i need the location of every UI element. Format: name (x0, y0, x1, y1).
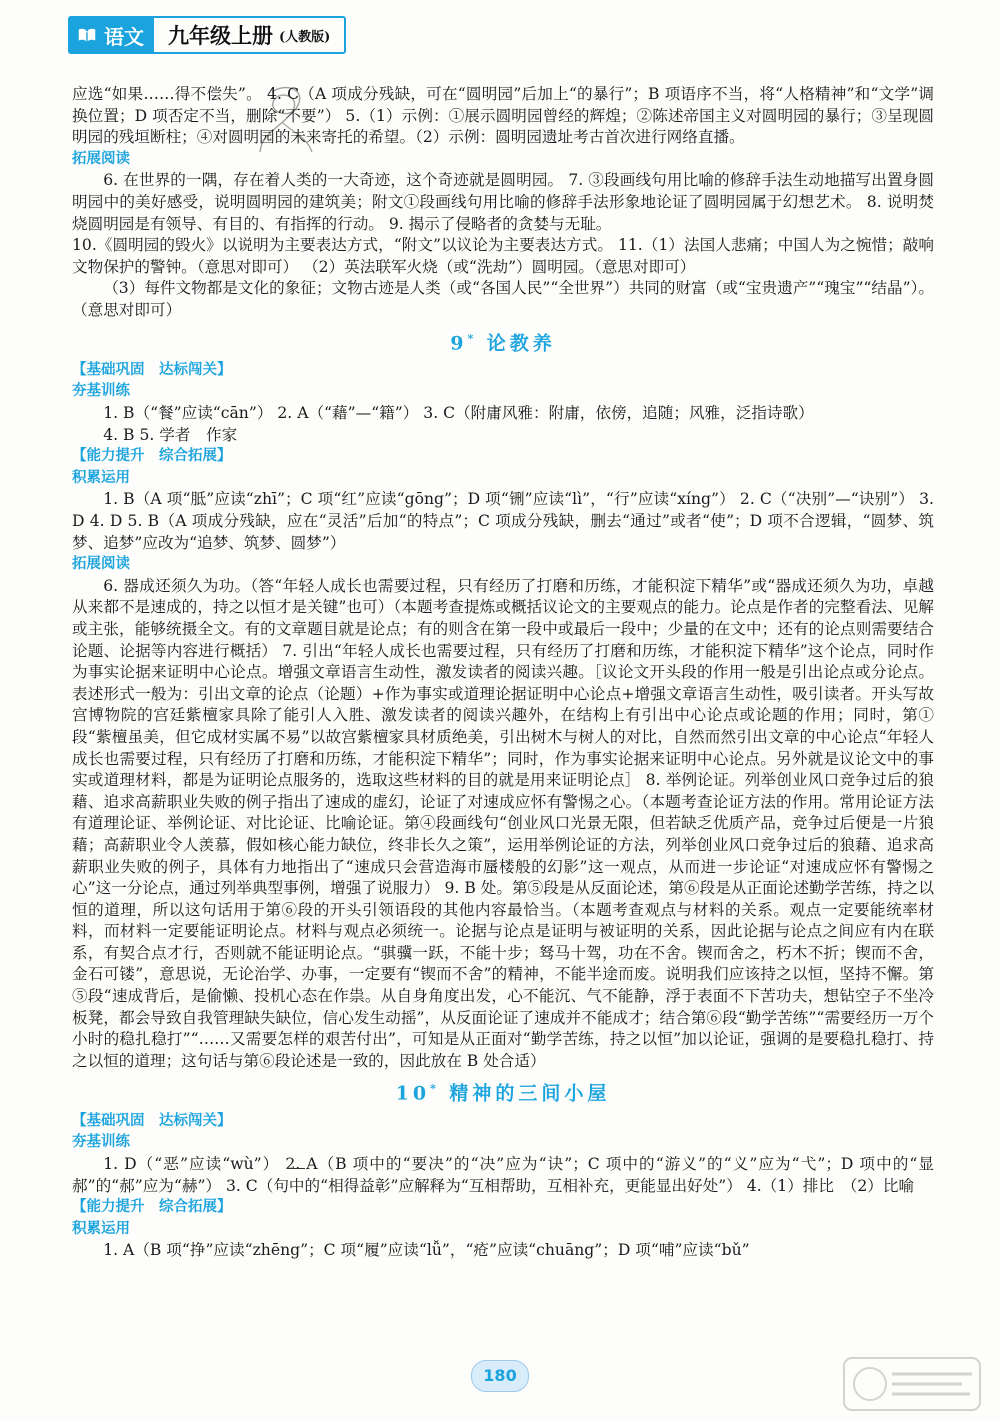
section-tag: 夯基训练 (72, 1134, 130, 1151)
lesson-title: 9* 论教养 (450, 331, 556, 354)
page-number: 180 (471, 1360, 529, 1392)
answer-paragraph: 4. B 5. 学者 作家 (103, 425, 238, 444)
lesson-name: 精神的三间小屋 (435, 1082, 611, 1105)
book-header (68, 16, 346, 54)
answer-paragraph: 应选“如果……得不偿失”。 4. C（A 项成分残缺，可在“圆明园”后加上“的暴行”；B 项语序不当，将“人格精神”和“文学”调换位置；D 项否定不当，删除“不要”） 5.（1）示例：①展示圆明园曾经的辉煌；②陈述帝国主义对圆明园的暴行；③呈现圆明园的残垣断柱；④对圆明园的未来寄托的希望。（2）示例：圆明园遗址考古首次进行网络直播。 (72, 85, 934, 147)
section-tag: 积累运用 (72, 469, 130, 486)
section-tag: 【基础巩固 达标闯关】 (72, 1112, 232, 1129)
answer-paragraph: （3）每件文物都是文化的象征；文物古迹是人类（或“各国人民”“全世界”）共同的财富（或“宝贵遗产”“瑰宝”“结晶”）。（意思对即可） (72, 279, 934, 319)
section-tag: 拓展阅读 (72, 556, 130, 573)
subject-label: 语文 (104, 24, 144, 49)
section-tag: 拓展阅读 (72, 150, 130, 167)
answer-content (72, 84, 934, 1262)
answer-paragraph: 1. B（“餐”应读“cān”） 2. A（“藉”—“籍”） 3. C（附庸风雅：附庸，依傍，追随；风雅，泛指诗歌） (103, 404, 814, 423)
section-tag: 夯基训练 (72, 383, 130, 400)
answer-paragraph: 1. B（A 项“胝”应读“zhī”；C 项“红”应读“gōng”；D 项“铏”应读“lì”，“行”应读“xíng”） 2. C（“决别”—“诀别”） 3. D 4. D 5. B（A 项成分残缺，应在“灵活”后加“的特点”；C 项成分残缺，删去“通过”或者“使”；D 项不合逻辑，“圆梦、筑梦、追梦”应改为“追梦、筑梦、圆梦”） (72, 490, 934, 552)
subject-badge (68, 16, 154, 54)
section-tag: 【能力提升 综合拓展】 (72, 1199, 232, 1216)
answer-paragraph: 1. A（B 项“挣”应读“zhēng”；C 项“履”应读“lǚ”，“疮”应读“chuāng”；D 项“哺”应读“bǔ” (103, 1241, 750, 1260)
lesson-name: 论教养 (473, 331, 556, 354)
answer-paragraph: 1. D（“恶”应读“wù”） 2. A（B 项中的“要决”的“决”应为“诀”；C 项中的“游义”的“义”应为“弋”；D 项中的“显郝”的“郝”应为“赫”） 3. C（句中的“相得益彰”应解释为“互相帮助，互相补充，更能显出好处”） 4.（1）排比 （2）比喻 (72, 1154, 934, 1195)
lesson-number: 9 (450, 331, 468, 354)
answer-paragraph: 6. 器成还须久为功。（答“年轻人成长也需要过程，只有经历了打磨和历练，才能积淀下精华”或“器成还须久为功，卓越从来都不是速成的，持之以恒才是关键”也可）（本题考查提炼或概括议论文的主要观点的能力。论点是作者的完整看法、见解或主张，能够统摄全文。有的文章题目就是论点；有的则含在第一段中或最后一段中；少量的在文中；还有的论点则需要结合论题、论据等内容进行概括） 7. 引出“年轻人成长也需要过程，只有经历了打磨和历练，才能积淀下精华”这个论点，同时作为事实论据来证明中心论点。增强文章语言生动性，激发读者的阅读兴趣。［议论文开头段的作用一般是引出论点或分论点。表述形式一般为：引出文章的论点（论题）+作为事实或道理论据证明中心论点+增强文章语言生动性，吸引读者。开头写故宫博物院的宫廷紫檀家具除了能引人入胜、激发读者的阅读兴趣外，在结构上有引出中心论点或论题的作用；同时，第①段“紫檀虽美，但它成材实属不易”以故宫紫檀家具材质绝美，引出树木与树人的对比，自然而然引出文章的中心论点“年轻人成长也需要过程，只有经历了打磨和历练，才能积淀下精华”；同时，作为事实论据来证明中心论点。另外就是议论文中的事实或道理材料，都是为证明论点服务的，选取这些材料的目的就是用来证明论点］ 8. 举例论证。列举创业风口竞争过后的狼藉、追求高薪职业失败的例子指出了速成的虚幻，论证了对速成应怀有警惕之心。（本题考查论证方法的作用。常用论证方法有道理论证、举例论证、对比论证、比喻论证。第④段画线句“创业风口光景无限，但若缺乏优质产品，竞争过后便是一片狼藉；高薪职业令人羡慕，假如核心能力缺位，终非长久之策”，运用举例论证的方法，列举创业风口竞争过后的狼藉、追求高薪职业失败的例子，具体有力地指出了“速成只会营造海市蜃楼般的幻影”这一观点，从而进一步论证“对速成应怀有警惕之心”这一分论点，通过列举典型事例，增强了说服力） 9. B 处。第⑤段是从反面论述，第⑥段是从正面论述勤学苦练，持之以恒的道理，所以这句话用于第⑥段的开头引领语段的其他内容最恰当。（本题考查观点与材料的关系。观点一定要能统率材料，而材料一定要能证明论点。材料与观点必须统一。论据与论点是证明与被证明的关系，因此论据与论点之间应有内在联系，有契合点才行，否则就不能证明论点。“骐骥一跃，不能十步；驽马十驾，功在不舍。锲而舍之，朽木不折；锲而不舍，金石可镂”，意思说，无论治学、办事，一定要有“锲而不舍”的精神，不能半途而废。说明我们应该持之以恒，坚持不懈。第⑤段“速成背后，是偷懒、投机心态在作祟。从自身角度出发，心不能沉、气不能静，浮于表面不下苦功夫，想钻空子不坐冷板凳，都会导致自我管理缺失缺位，信心发生动摇”，从反面论证了速成并不能成才；结合第⑥段“勤学苦练”“需要经历一万个小时的稳扎稳打”“……又需要怎样的艰苦付出”，可知是从正面对“勤学苦练，持之以恒”加以论证，强调的是要稳扎稳打、持之以恒的道理；这句话与第⑥段论述是一致的，因此放在 B 处合适） (72, 576, 934, 1070)
edition-label: (人教版) (279, 29, 331, 45)
watermark-logo (842, 1356, 982, 1412)
section-tag: 积累运用 (72, 1220, 130, 1237)
section-lesson9 (72, 324, 934, 1073)
answer-paragraph: 10.《圆明园的毁火》以说明为主要表达方式，“附文”以议论为主要表达方式。 11.（1）法国人悲痛；中国人为之惋惜；敲响文物保护的警钟。（意思对即可） （2）英法联军火烧（或“洗劫”）圆明园。（意思对即可） (72, 236, 934, 276)
lesson-title: 10* 精神的三间小屋 (395, 1082, 611, 1105)
answer-paragraph: 6. 在世界的一隅，存在着人类的一大奇迹，这个奇迹就是圆明园。 7. ③段画线句用比喻的修辞手法生动地描写出置身圆明园中的美好感受，说明圆明园的建筑美；附文①段画线句用比喻的修辞手法形象地论证了圆明园属于幻想艺术。 8. 说明焚烧圆明园是有领导、有目的、有指挥的行动。 9. 揭示了侵略者的贪婪与无耻。 (72, 171, 934, 233)
section-tag: 【能力提升 综合拓展】 (72, 448, 232, 465)
section-prev (72, 84, 934, 322)
section-tag: 【基础巩固 达标闯关】 (72, 361, 232, 378)
book-title (154, 16, 346, 54)
book-leaf-icon (76, 24, 98, 46)
grade-label: 九年级上册 (168, 23, 273, 48)
lesson-number: 10 (395, 1082, 431, 1105)
stray-mark (287, 1168, 305, 1169)
section-lesson10 (72, 1074, 934, 1261)
